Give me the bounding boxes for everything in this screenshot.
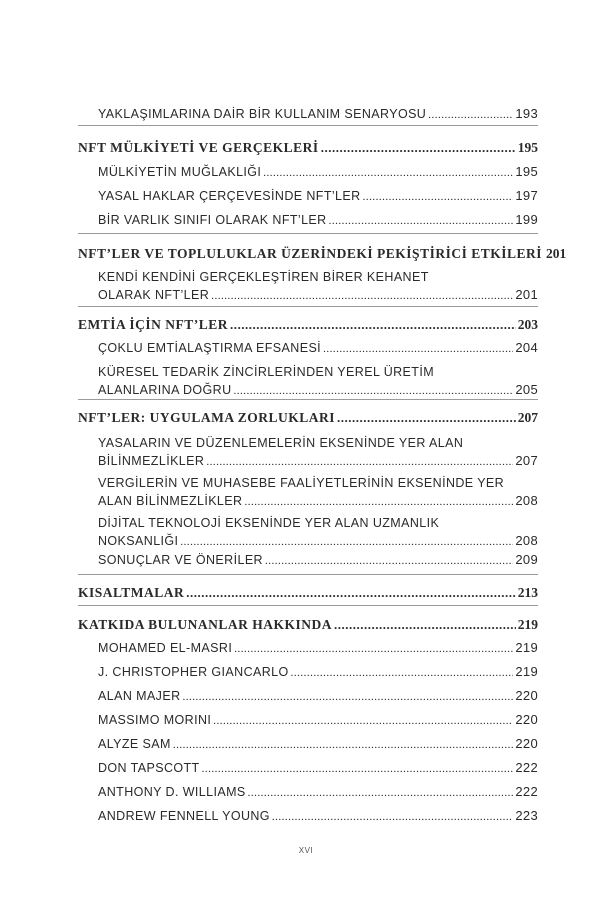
toc-entry-title: DON TAPSCOTT bbox=[98, 761, 200, 775]
toc-entry-title: OLARAK NFT’LER bbox=[98, 288, 210, 302]
toc-page-number: 213 bbox=[517, 585, 538, 600]
toc-entry-title: EMTİA İÇİN NFT’LER bbox=[78, 317, 229, 332]
toc-page-number: 195 bbox=[515, 164, 538, 179]
toc-page-number: 199 bbox=[515, 212, 538, 227]
toc-page-number: 219 bbox=[517, 617, 538, 632]
toc-page-number: 201 bbox=[545, 246, 567, 261]
toc-entry[interactable] bbox=[98, 268, 538, 305]
toc-entry-title: ÇOKLU EMTİALAŞTIRMA EFSANESİ bbox=[98, 341, 322, 355]
toc-page-number: 219 bbox=[515, 664, 538, 679]
dot-leader bbox=[329, 212, 514, 230]
toc-entry-title: ALANLARINA DOĞRU bbox=[98, 383, 232, 397]
section-divider bbox=[78, 306, 538, 307]
toc-entry-title: NOKSANLIĞI bbox=[98, 534, 179, 548]
toc-page-number: 197 bbox=[515, 188, 538, 203]
toc-page-number: 208 bbox=[515, 493, 538, 508]
toc-page-number: 204 bbox=[515, 340, 538, 355]
page-number: XVI bbox=[298, 846, 314, 855]
toc-section-entry[interactable] bbox=[78, 245, 567, 263]
dot-leader bbox=[263, 164, 513, 182]
toc-section-entry[interactable] bbox=[78, 316, 538, 334]
toc-entry-title: MÜLKİYETİN MUĞLAKLIĞI bbox=[98, 165, 262, 179]
toc-entry-title: ANDREW FENNELL YOUNG bbox=[98, 809, 270, 823]
dot-leader bbox=[323, 340, 513, 358]
toc-entry-title: NFT MÜLKİYETİ VE GERÇEKLERİ bbox=[78, 140, 319, 155]
dot-leader bbox=[183, 688, 514, 706]
toc-entry[interactable] bbox=[98, 807, 538, 826]
section-divider bbox=[78, 125, 538, 126]
toc-entry-title: ALAN MAJER bbox=[98, 689, 181, 703]
toc-page-number: 207 bbox=[517, 410, 538, 425]
toc-entry[interactable] bbox=[98, 551, 538, 570]
dot-leader bbox=[248, 784, 514, 802]
section-divider bbox=[78, 605, 538, 606]
dot-leader bbox=[428, 106, 513, 124]
toc-entry[interactable] bbox=[98, 687, 538, 706]
dot-leader bbox=[202, 760, 514, 778]
toc-page-number: 193 bbox=[515, 106, 538, 121]
dot-leader bbox=[272, 808, 513, 826]
dot-leader bbox=[234, 640, 513, 658]
toc-entry-title: KISALTMALAR bbox=[78, 585, 185, 600]
toc-page-number: 209 bbox=[515, 552, 538, 567]
dot-leader bbox=[230, 316, 516, 334]
toc-entry[interactable] bbox=[98, 711, 538, 730]
toc-entry-title: MASSIMO MORINI bbox=[98, 713, 212, 727]
section-divider bbox=[78, 574, 538, 575]
toc-entry-title: BİLİNMEZLİKLER bbox=[98, 454, 205, 468]
dot-leader bbox=[337, 409, 516, 427]
toc-entry-title: ANTHONY D. WILLIAMS bbox=[98, 785, 246, 799]
dot-leader bbox=[180, 533, 513, 551]
toc-page-number: 222 bbox=[515, 760, 538, 775]
toc-entry-title: KATKIDA BULUNANLAR HAKKINDA bbox=[78, 617, 333, 632]
toc-entry[interactable] bbox=[98, 759, 538, 778]
toc-entry[interactable] bbox=[98, 474, 538, 511]
toc-entry[interactable] bbox=[98, 339, 538, 358]
toc-page-number: 205 bbox=[515, 382, 538, 397]
toc-entry[interactable] bbox=[98, 783, 538, 802]
dot-leader bbox=[211, 287, 513, 305]
toc-entry[interactable] bbox=[98, 105, 538, 124]
toc-page-number: 220 bbox=[515, 736, 538, 751]
toc-page-number: 201 bbox=[515, 287, 538, 302]
dot-leader bbox=[363, 188, 514, 206]
toc-entry[interactable] bbox=[98, 187, 538, 206]
toc-entry-title-line: KÜRESEL TEDARİK ZİNCİRLERİNDEN YEREL ÜRETİM bbox=[98, 365, 435, 379]
section-divider bbox=[78, 399, 538, 400]
dot-leader bbox=[186, 584, 515, 602]
toc-page-number: 222 bbox=[515, 784, 538, 799]
toc-entry-title: YASAL HAKLAR ÇERÇEVESİNDE NFT’LER bbox=[98, 189, 361, 203]
toc-entry[interactable] bbox=[98, 663, 538, 682]
toc-page-number: 223 bbox=[515, 808, 538, 823]
toc-entry-title: YAKLAŞIMLARINA DAİR BİR KULLANIM SENARYOSU bbox=[98, 107, 427, 121]
toc-section-entry[interactable] bbox=[78, 139, 538, 157]
toc-entry-title: ALAN BİLİNMEZLİKLER bbox=[98, 494, 243, 508]
toc-entry[interactable] bbox=[98, 163, 538, 182]
toc-entry-title: ALYZE SAM bbox=[98, 737, 171, 751]
dot-leader bbox=[291, 664, 514, 682]
toc-entry[interactable] bbox=[98, 639, 538, 658]
toc-entry[interactable] bbox=[98, 363, 538, 400]
dot-leader bbox=[234, 382, 514, 400]
toc-entry-title: MOHAMED EL-MASRI bbox=[98, 641, 233, 655]
toc-entry-title: J. CHRISTOPHER GIANCARLO bbox=[98, 665, 289, 679]
toc-entry-title-line: DİJİTAL TEKNOLOJİ EKSENİNDE YER ALAN UZMANLIK bbox=[98, 516, 440, 530]
toc-page-number: 220 bbox=[515, 712, 538, 727]
toc-entry[interactable] bbox=[98, 514, 538, 551]
toc-entry-title: NFT’LER VE TOPLULUKLAR ÜZERİNDEKİ PEKİŞTİRİCİ ETKİLERİ bbox=[78, 246, 542, 261]
toc-page-number: 208 bbox=[515, 533, 538, 548]
dot-leader bbox=[321, 139, 516, 157]
dot-leader bbox=[206, 453, 513, 471]
toc-entry-title: BİR VARLIK SINIFI OLARAK NFT’LER bbox=[98, 213, 327, 227]
dot-leader bbox=[173, 736, 514, 754]
toc-page-number: 220 bbox=[515, 688, 538, 703]
toc-entry-title-line: KENDİ KENDİNİ GERÇEKLEŞTİREN BİRER KEHANET bbox=[98, 270, 429, 284]
section-divider bbox=[78, 233, 538, 234]
toc-section-entry[interactable] bbox=[78, 616, 538, 634]
toc-entry[interactable] bbox=[98, 211, 538, 230]
toc-section-entry[interactable] bbox=[78, 584, 538, 602]
toc-page-number: 203 bbox=[517, 317, 538, 332]
dot-leader bbox=[265, 552, 513, 570]
toc-page-number: 195 bbox=[517, 140, 538, 155]
toc-section-entry[interactable] bbox=[78, 409, 538, 427]
dot-leader bbox=[334, 616, 516, 634]
dot-leader bbox=[244, 493, 513, 511]
toc-entry-title: NFT’LER: UYGULAMA ZORLUKLARI bbox=[78, 410, 336, 425]
toc-entry-title: SONUÇLAR VE ÖNERİLER bbox=[98, 553, 263, 567]
toc-entry-title-line: YASALARIN VE DÜZENLEMELERİN EKSENİNDE YER ALAN bbox=[98, 436, 464, 450]
toc-page-number: 207 bbox=[515, 453, 538, 468]
toc-entry[interactable] bbox=[98, 434, 538, 471]
toc-entry[interactable] bbox=[98, 735, 538, 754]
dot-leader bbox=[213, 712, 513, 730]
toc-entry-title-line: VERGİLERİN VE MUHASEBE FAALİYETLERİNİN EKSENİNDE YER bbox=[98, 476, 505, 490]
toc-page-number: 219 bbox=[515, 640, 538, 655]
